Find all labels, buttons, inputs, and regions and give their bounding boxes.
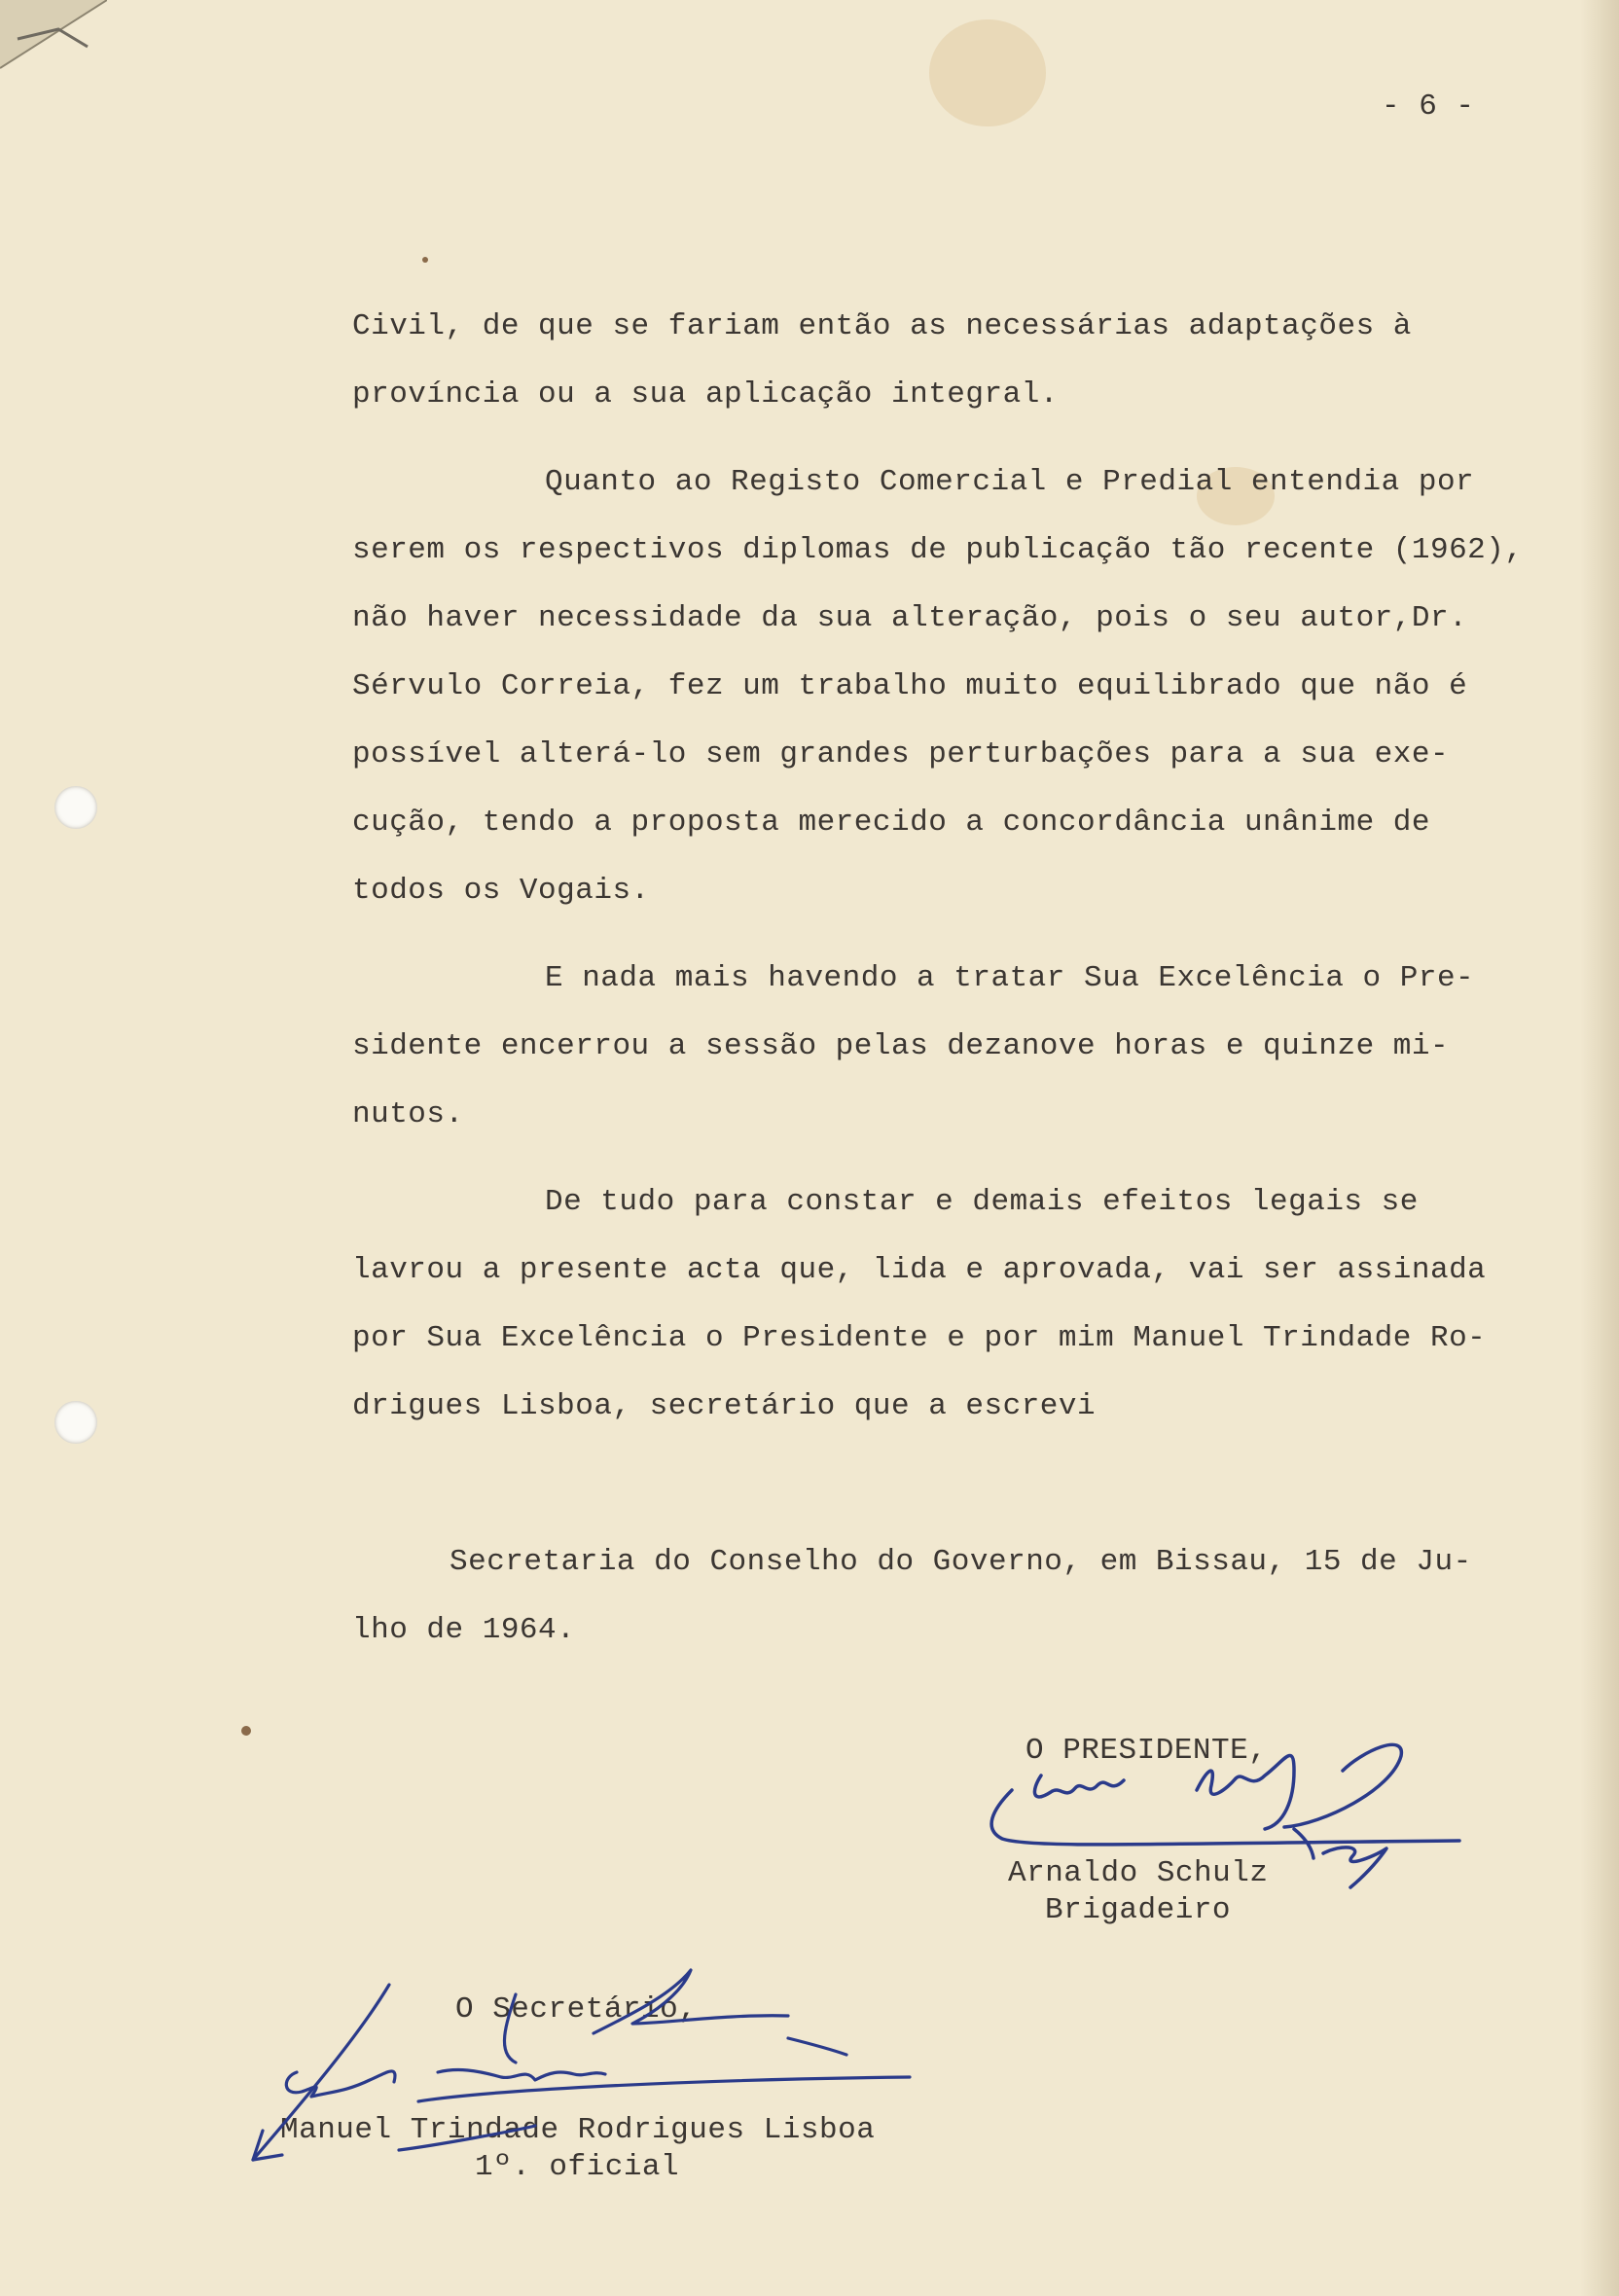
text-line: serem os respectivos diplomas de publicação tão recente (1962), — [352, 533, 1524, 567]
president-name: Arnaldo Schulz — [1008, 1856, 1269, 1890]
ink-spot — [241, 1726, 251, 1736]
ink-spot — [422, 257, 428, 263]
text-line: por Sua Excelência o Presidente e por mim Manuel Trindade Ro- — [352, 1321, 1487, 1355]
president-rank: Brigadeiro — [1045, 1893, 1232, 1927]
secretary-name: Manuel Trindade Rodrigues Lisboa — [280, 2113, 876, 2147]
president-signature — [973, 1732, 1479, 1926]
text-line: lho de 1964. — [352, 1613, 576, 1647]
text-line: Quanto ao Registo Comercial e Predial entendia por — [545, 465, 1475, 499]
text-line: lavrou a presente acta que, lida e aprovada, vai ser assinada — [352, 1253, 1487, 1287]
text-line: De tudo para constar e demais efeitos legais se — [545, 1185, 1419, 1219]
secretary-signature — [224, 1955, 924, 2199]
paper-edge-shadow — [1580, 0, 1619, 2296]
page-number: - 6 - — [1382, 90, 1475, 124]
text-line: Secretaria do Conselho do Governo, em Bissau, 15 de Ju- — [450, 1545, 1472, 1579]
president-title: O PRESIDENTE, — [1025, 1734, 1268, 1768]
paper-stain — [929, 19, 1046, 126]
text-line: drigues Lisboa, secretário que a escrevi — [352, 1389, 1097, 1423]
secretary-rank: 1º. oficial — [475, 2150, 680, 2184]
folded-corner — [0, 0, 107, 88]
text-line: não haver necessidade da sua alteração, pois o seu autor,Dr. — [352, 601, 1468, 635]
text-line: todos os Vogais. — [352, 874, 650, 908]
text-line: nutos. — [352, 1097, 464, 1131]
text-line: cução, tendo a proposta merecido a concordância unânime de — [352, 806, 1430, 840]
text-line: Sérvulo Correia, fez um trabalho muito equilibrado que não é — [352, 669, 1468, 703]
text-line: possível alterá-lo sem grandes perturbações para a sua exe- — [352, 737, 1450, 771]
text-line: E nada mais havendo a tratar Sua Excelência o Pre- — [545, 961, 1475, 995]
secretary-title: O Secretário, — [455, 1992, 698, 2027]
text-line: Civil, de que se fariam então as necessárias adaptações à — [352, 309, 1412, 343]
text-line: província ou a sua aplicação integral. — [352, 377, 1059, 412]
punch-hole-bottom — [54, 1401, 97, 1444]
punch-hole-top — [54, 786, 97, 829]
text-line: sidente encerrou a sessão pelas dezanove horas e quinze mi- — [352, 1029, 1450, 1063]
